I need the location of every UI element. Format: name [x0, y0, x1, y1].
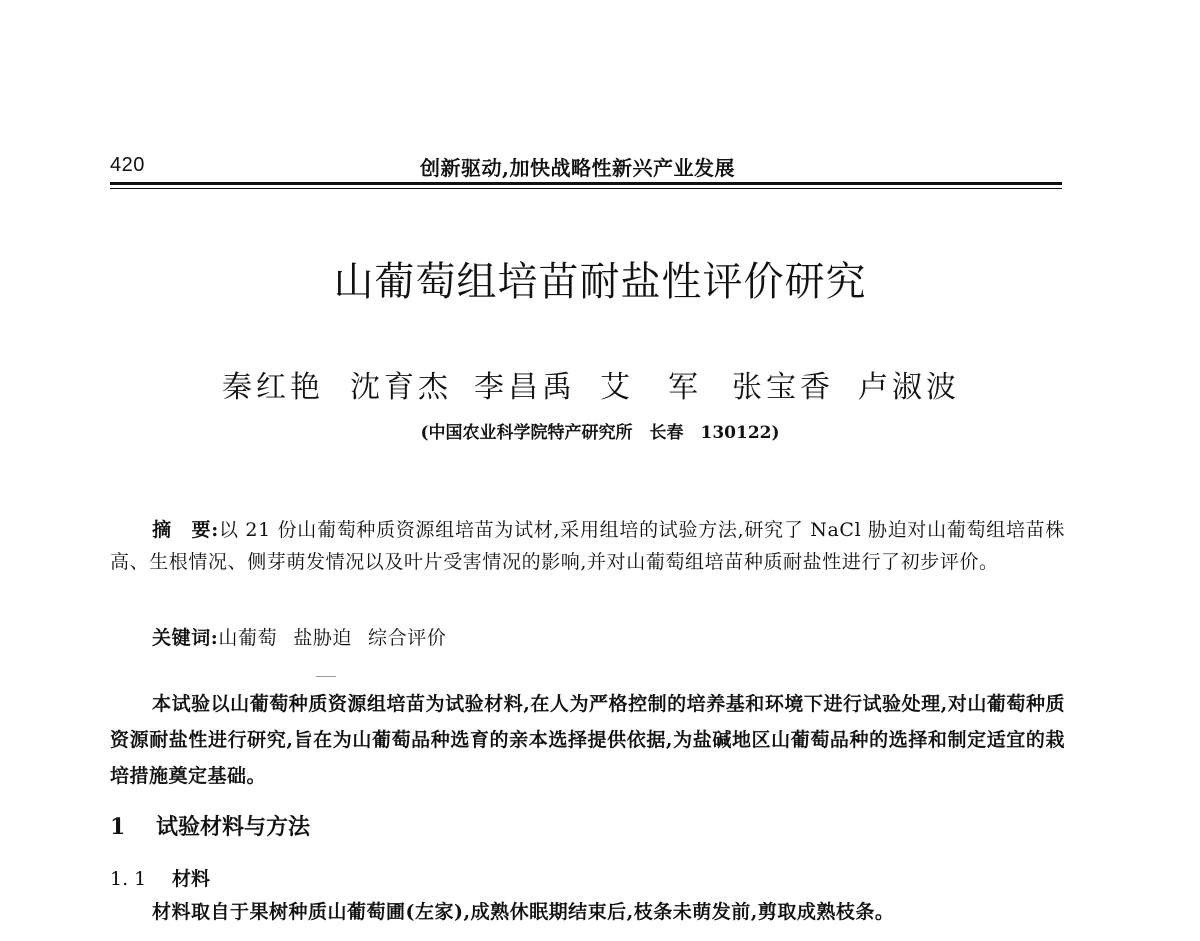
author-4: 艾 军: [600, 370, 702, 405]
section-number: 1: [110, 814, 126, 840]
author-3: 李昌禹: [474, 370, 576, 405]
keyword-3: 综合评价: [368, 627, 447, 649]
materials-paragraph: 材料取自于果树种质山葡萄圃(左家),成熟休眠期结束后,枝条未萌发前,剪取成熟枝条。: [152, 901, 895, 923]
subsection-title: 材料: [172, 868, 211, 890]
running-header: [110, 150, 1062, 182]
section-title: 试验材料与方法: [156, 814, 311, 840]
keyword-1: 山葡萄: [218, 627, 278, 649]
keywords-label: 关键词:: [152, 627, 219, 649]
section-heading-1: [110, 810, 310, 841]
running-title: 创新驱动,加快战略性新兴产业发展: [420, 156, 735, 180]
page-number: 420: [110, 154, 145, 176]
divider-mark: [316, 676, 336, 677]
keywords: [152, 622, 462, 654]
header-rule-thick: [110, 182, 1062, 185]
author-5: 张宝香: [732, 370, 834, 405]
abstract-label: 摘 要:: [152, 519, 219, 541]
subsection-number: 1. 1: [110, 868, 147, 890]
abstract-text: 以 21 份山葡萄种质资源组培苗为试材,采用组培的试验方法,研究了 NaCl 胁迫对山葡萄组培苗株高、生根情况、侧芽萌发情况以及叶片受害情况的影响,并对山葡萄组培苗种质耐盐性进行了初步评价。: [110, 519, 1065, 573]
introduction-text: 本试验以山葡萄种质资源组培苗为试验材料,在人为严格控制的培养基和环境下进行试验处理,对山葡萄种质资源耐盐性进行研究,旨在为山葡萄品种选育的亲本选择提供依据,为盐碱地区山葡萄品种的选择和制定适宜的栽培措施奠定基础。: [110, 693, 1065, 787]
author-2: 沈育杰: [350, 370, 452, 405]
author-list: [222, 362, 982, 405]
author-6: 卢淑波: [858, 370, 960, 405]
author-1: 秦红艳: [222, 370, 324, 405]
header-rule-thin: [110, 188, 1062, 189]
paper-title: 山葡萄组培苗耐盐性评价研究: [333, 259, 867, 305]
abstract: [110, 514, 1065, 578]
subsection-heading-1-1: [110, 864, 210, 891]
keyword-2: 盐胁迫: [293, 627, 353, 649]
introduction-paragraph: [110, 686, 1065, 794]
affiliation: (中国农业科学院特产研究所 长春 130122): [420, 423, 780, 443]
